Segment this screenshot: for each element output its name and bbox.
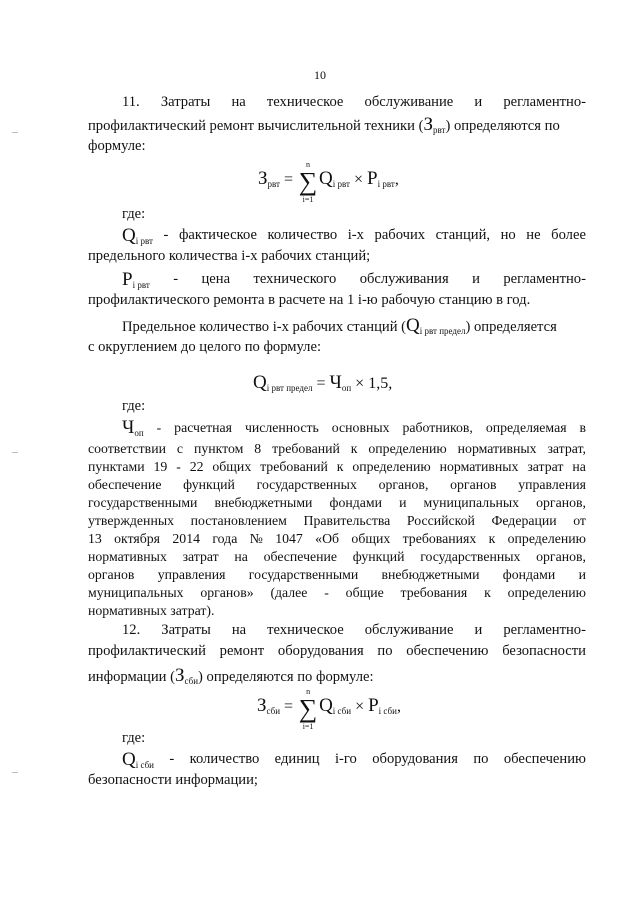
paragraph-11-line-3: формуле: (88, 138, 146, 154)
def-q-rvt-line-2: предельного количества i-х рабочих станций; (88, 248, 371, 264)
paragraph-12-line-2: профилактический ремонт оборудования по обеспечению безопасности (88, 643, 586, 659)
paragraph-12-line-1: 12. Затраты на техническое обслуживание и регламентно- (122, 622, 586, 638)
def-ch-line-6: утвержденных постановлением Правительства Российской Федерации от (88, 513, 586, 528)
def-ch-line-3: пунктами 19 - 22 общих требований к определению нормативных затрат на (88, 459, 586, 474)
scan-margin-mark (12, 452, 18, 453)
def-ch-line-4: обеспечение функций государственных органов, органов управления (88, 477, 586, 492)
paragraph-11-line-1: 11. Затраты на техническое обслуживание и регламентно- (122, 94, 586, 110)
def-ch-line-11: нормативных затрат). (88, 603, 215, 618)
formula-zrvt: Зрвт = ∑ n i=1 Qi рвт × Pi рвт, (258, 160, 399, 204)
def-ch-line-1: $Ч_{оп}$ - расчетная численность основных работников, определяемая в (122, 417, 586, 438)
paragraph-12-line-3: информации $(З_{сби})$ определяются по формуле: (88, 665, 374, 686)
def-ch-line-2: соответствии с пунктом 8 требований к определению нормативных затрат, (88, 441, 586, 456)
paragraph-11-line-2: профилактический ремонт вычислительной техники $(З_{рвт})$ определяются по (88, 114, 560, 135)
limit-intro-line-1: Предельное количество i-х рабочих станций $(Q_{i рвт предел})$ определяется (122, 315, 557, 336)
def-ch-line-5: государственными внебюджетными фондами и муниципальных органов, (88, 495, 586, 510)
formula-zsbi: Зсби = ∑ n i=1 Qi сби × Pi сби, (257, 687, 401, 731)
def-ch-line-7: 13 октября 2014 года № 1047 «Об общих требованиях к определению (88, 531, 586, 546)
def-p-rvt-line-1: $P_{i рвт}$ - цена технического обслуживания и регламентно- (122, 269, 586, 290)
page-number: 10 (314, 68, 326, 82)
scan-margin-mark (12, 772, 18, 773)
where-label: где: (122, 398, 146, 414)
formula-q-limit: Qi рвт предел = Чоп × 1,5, (253, 372, 393, 393)
sum-sign: ∑ n i=1 (298, 160, 318, 204)
scan-margin-mark (12, 132, 18, 133)
def-ch-line-8: нормативных затрат на обеспечение функций государственных органов, (88, 549, 586, 564)
def-q-rvt-line-1: $Q_{i рвт}$ - фактическое количество i-х рабочих станций, но не более (122, 225, 586, 246)
def-ch-line-10: муниципальных органов» (далее - общие требования к определению (88, 585, 586, 600)
def-q-sbi-line-2: безопасности информации; (88, 772, 258, 788)
def-q-sbi-line-1: $Q_{i сби}$ - количество единиц i-го оборудования по обеспечению (122, 749, 586, 770)
limit-intro-line-2: с округлением до целого по формуле: (88, 339, 321, 355)
where-label: где: (122, 730, 146, 746)
where-label: где: (122, 206, 146, 222)
sum-sign: ∑ n i=1 (298, 687, 318, 731)
def-p-rvt-line-2: профилактического ремонта в расчете на 1 i-ю рабочую станцию в год. (88, 292, 531, 308)
def-ch-line-9: органов управления государственными внебюджетными фондами и (88, 567, 586, 582)
